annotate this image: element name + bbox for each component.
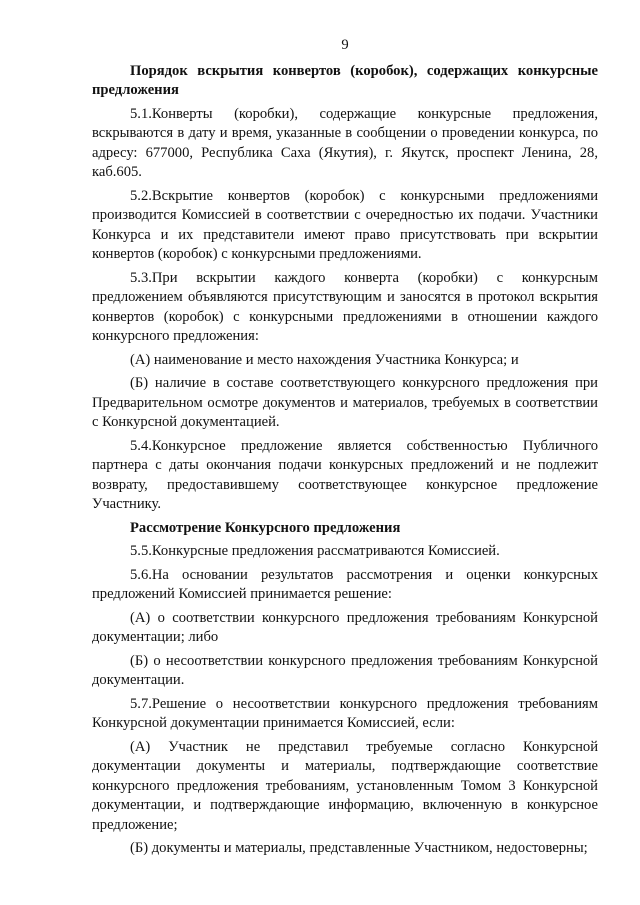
document-page: [92, 36, 598, 863]
list-item-b: (Б) документы и материалы, представленные Участником, недостоверны;: [130, 840, 588, 856]
paragraph-5-4: 5.4.Конкурсное предложение является собственностью Публичного партнера с даты окончания подачи конкурсных предложений и не подлежит возврату, предоставившему соответствующее конкурсное предложение Участнику.: [92, 437, 598, 512]
list-item-b: (Б) о несоответствии конкурсного предложения требованиям Конкурсной документации.: [92, 652, 598, 688]
list-item-b: (Б) наличие в составе соответствующего конкурсного предложения при Предварительном осмотре документов и материалов, требуемых в соответствии с Конкурсной документацией.: [92, 375, 598, 430]
list-item-a: (А) о соответствии конкурсного предложения требованиям Конкурсной документации; либо: [92, 609, 598, 645]
paragraph-5-1: 5.1.Конверты (коробки), содержащие конкурсные предложения, вскрываются в дату и время, указанные в сообщении о проведении конкурса, по адресу: 677000, Республика Саха (Якутия), г. Якутск, проспект Ленина, 28, каб.605.: [92, 105, 598, 180]
section-opening-envelopes: [92, 62, 598, 515]
list-item-a: (А) Участник не представил требуемые согласно Конкурсной документации документы и материалы, подтверждающие соответствие конкурсного предложения требованиям, установленным Томом 3 Конкурсной документации, и подтверждающие информацию, включенную в конкурсное предложение;: [92, 738, 598, 833]
paragraph-5-7: 5.7.Решение о несоответствии конкурсного предложения требованиям Конкурсной документации принимается Комиссией, если:: [92, 695, 598, 731]
paragraph-5-5: 5.5.Конкурсные предложения рассматриваются Комиссией.: [130, 543, 500, 559]
paragraph-5-2: 5.2.Вскрытие конвертов (коробок) с конкурсными предложениями производится Комиссией в соответствии с очередностью их подачи. Участники Конкурса и их представители имеют право присутствовать при вскрытии конвертов (коробок) с конкурсными предложениями.: [92, 187, 598, 262]
list-item-a: (А) наименование и место нахождения Участника Конкурса; и: [130, 351, 519, 368]
page-number: 9: [341, 37, 349, 53]
paragraph-5-6: 5.6.На основании результатов рассмотрения и оценки конкурсных предложений Комиссией принимается решение:: [92, 566, 598, 602]
section-heading: Рассмотрение Конкурсного предложения: [130, 519, 401, 536]
section-review-proposal: [92, 519, 598, 859]
paragraph-5-3: 5.3.При вскрытии каждого конверта (коробки) с конкурсным предложением объявляются присутствующим и заносятся в протокол вскрытия конвертов (коробок) с конкурсными предложениями в отношении каждого конкурсного предложения:: [92, 269, 598, 344]
section-heading: Порядок вскрытия конвертов (коробок), содержащих конкурсные предложения: [92, 62, 598, 98]
